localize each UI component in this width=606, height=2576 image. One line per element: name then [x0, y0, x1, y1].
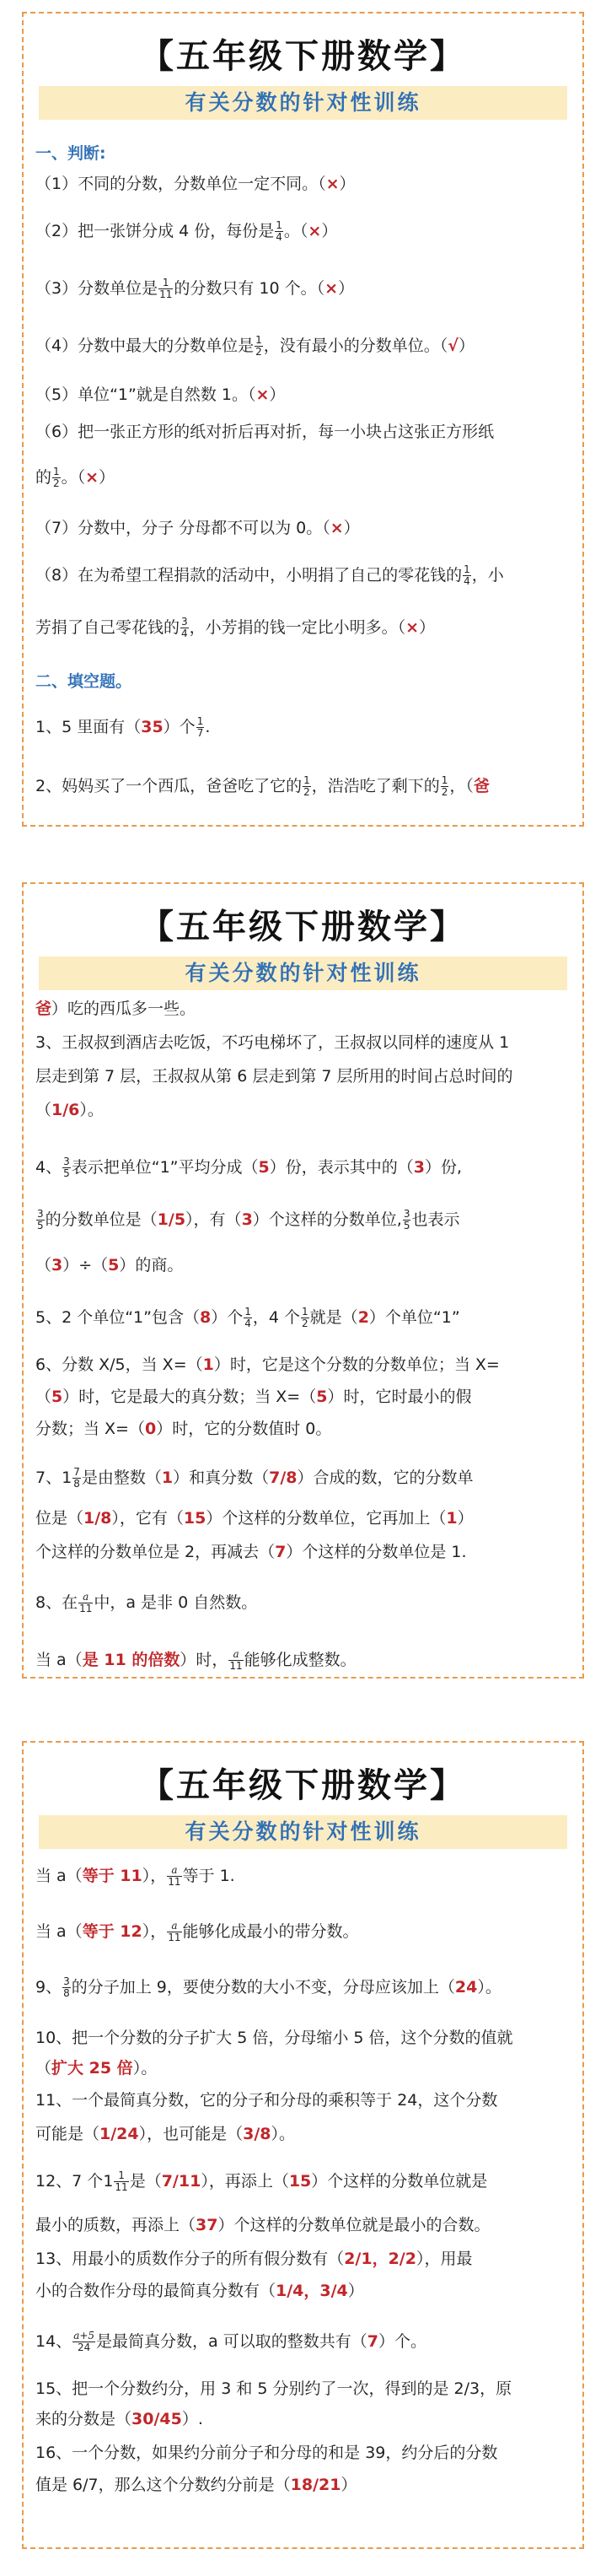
- judge-q6-line2: 的 $\frac{1}{2}$ 。（×）: [35, 466, 115, 489]
- judge-q8-line1: （8）在为希望工程捐款的活动中，小明捐了自己的零花钱的 $\frac{1}{4}$ ，小: [35, 563, 504, 587]
- fill-q7-line1: 7、1 $\frac{7}{8}$ 是由整数（1）和真分数（7/8）合成的数，它的分数单: [35, 1466, 474, 1490]
- fill-q4-line1: 4、 $\frac{3}{5}$ 表示把单位“1”平均分成（5）份，表示其中的（3）份,: [35, 1156, 463, 1179]
- fill-q2-line2: 爸）吃的西瓜多一些。: [35, 1000, 196, 1018]
- fill-q6-line1: 6、分数 X/5，当 X=（1）时，它是这个分数的分数单位；当 X=: [35, 1355, 500, 1374]
- fill-q4-line2: $\frac{3}{5}$ 的分数单位是（1/5），有（3）个这样的分数单位, $\frac{3}{5}$ 也表示: [37, 1208, 460, 1231]
- judge-q8-line2: 芳捐了自己零花钱的 $\frac{3}{4}$ ，小芳捐的钱一定比小明多。（×）: [35, 616, 436, 639]
- fill-q10-line1: 10、把一个分数的分子扩大 5 倍，分母缩小 5 倍，这个分数的值就: [35, 2029, 513, 2047]
- fill-q10-line2: （扩大 25 倍）。: [35, 2059, 158, 2078]
- page-title-2: 【五年级下册数学】: [140, 907, 466, 946]
- card-3: [22, 1741, 584, 2549]
- fill-q8-case1: 当 a（是 11 的倍数）时， $\frac{a}{11}$ 能够化成整数。: [35, 1648, 357, 1672]
- subtitle-banner: 有关分数的针对性训练: [39, 86, 567, 120]
- fill-q8: 8、在 $\frac{a}{11}$ 中，a 是非 0 自然数。: [35, 1591, 258, 1614]
- fill-q1: 1、5 里面有（35）个 $\frac{1}{7}$ .: [35, 715, 211, 739]
- fill-q3-line3: （1/6）。: [35, 1101, 104, 1119]
- fill-q8-case3: 当 a（等于 12）， $\frac{a}{11}$ 能够化成最小的带分数。: [35, 1920, 359, 1943]
- judge-q3: （3）分数单位是 $\frac{1}{11}$ 的分数只有 10 个。（×）: [35, 277, 355, 300]
- fill-q7-line3: 个这样的分数单位是 2，再减去（7）个这样的分数单位是 1.: [35, 1543, 467, 1561]
- page-title-3: 【五年级下册数学】: [140, 1765, 466, 1805]
- fill-q5: 5、2 个单位“1”包含（8）个 $\frac{1}{4}$ ，4 个 $\frac{1}{2}$ 就是（2）个单位“1”: [35, 1306, 460, 1329]
- fill-q4-line3: （3）÷（5）的商。: [35, 1256, 184, 1275]
- judge-q6-line1: （6）把一张正方形的纸对折后再对折，每一小块占这张正方形纸: [35, 423, 495, 441]
- section-heading-fill: 二、填空题。: [35, 672, 132, 691]
- fill-q13-line1: 13、用最小的质数作分子的所有假分数有（2/1，2/2），用最: [35, 2250, 473, 2268]
- judge-q5: （5）单位“1”就是自然数 1。（×）: [35, 385, 286, 404]
- fill-q6-line2: （5）时，它是最大的真分数；当 X=（5）时，它时最小的假: [35, 1388, 472, 1406]
- section-heading-judge: 一、判断:: [35, 144, 106, 163]
- fill-q14: 14、 $\frac{a+5}{24}$ 是最简真分数，a 可以取的整数共有（7）个。: [35, 2330, 426, 2353]
- fill-q15-line1: 15、把一个分数约分，用 3 和 5 分别约了一次，得到的是 2/3，原: [35, 2379, 512, 2398]
- fill-q8-case2: 当 a（等于 11）， $\frac{a}{11}$ 等于 1.: [35, 1864, 235, 1888]
- fill-q6-line3: 分数；当 X=（0）时，它的分数值时 0。: [35, 1420, 332, 1438]
- fill-q15-line2: 来的分数是（30/45）.: [35, 2410, 203, 2428]
- fill-q12-line2: 最小的质数，再添上（37）个这样的分数单位就是最小的合数。: [35, 2216, 491, 2234]
- judge-q1: （1）不同的分数，分数单位一定不同。（×）: [35, 175, 356, 193]
- judge-q2: （2）把一张饼分成 4 份，每份是 $\frac{1}{4}$ 。（×）: [35, 219, 338, 243]
- fill-q2-line1: 2、妈妈买了一个西瓜，爸爸吃了它的 $\frac{1}{2}$ ，浩浩吃了剩下的 $\frac{1}{2}$ ，（爸: [35, 774, 490, 798]
- fill-q3-line2: 层走到第 7 层，王叔叔从第 6 层走到第 7 层所用的时间占总时间的: [35, 1067, 513, 1086]
- fill-q12-line1: 12、7 个1 $\frac{1}{11}$ 是（7/11），再添上（15）个这样的分数单位就是: [35, 2169, 488, 2193]
- judge-q7: （7）分数中，分子 分母都不可以为 0。（×）: [35, 519, 360, 537]
- fill-q16-line1: 16、一个分数，如果约分前分子和分母的和是 39，约分后的分数: [35, 2444, 498, 2462]
- fill-q16-line2: 值是 6/7，那么这个分数约分前是（18/21）: [35, 2476, 357, 2494]
- subtitle-banner-3: 有关分数的针对性训练: [39, 1815, 567, 1849]
- subtitle-banner-2: 有关分数的针对性训练: [39, 957, 567, 990]
- card-1: [22, 12, 584, 827]
- fill-q7-line2: 位是（1/8），它有（15）个这样的分数单位，它再加上（1）: [35, 1509, 474, 1528]
- card-2: [22, 882, 584, 1679]
- judge-q4: （4）分数中最大的分数单位是 $\frac{1}{2}$ ，没有最小的分数单位。（√）: [35, 334, 475, 358]
- fill-q11-line2: 可能是（1/24），也可能是（3/8）。: [35, 2125, 296, 2143]
- fill-q13-line2: 小的合数作分母的最简真分数有（1/4，3/4）: [35, 2282, 364, 2300]
- fill-q3-line1: 3、王叔叔到酒店去吃饭，不巧电梯坏了，王叔叔以同样的速度从 1: [35, 1033, 510, 1052]
- fill-q11-line1: 11、一个最简真分数，它的分子和分母的乘积等于 24，这个分数: [35, 2091, 498, 2110]
- page-title: 【五年级下册数学】: [140, 36, 466, 76]
- fill-q9: 9、 $\frac{3}{8}$ 的分子加上 9，要使分数的大小不变，分母应该加上（24）。: [35, 1975, 501, 1999]
